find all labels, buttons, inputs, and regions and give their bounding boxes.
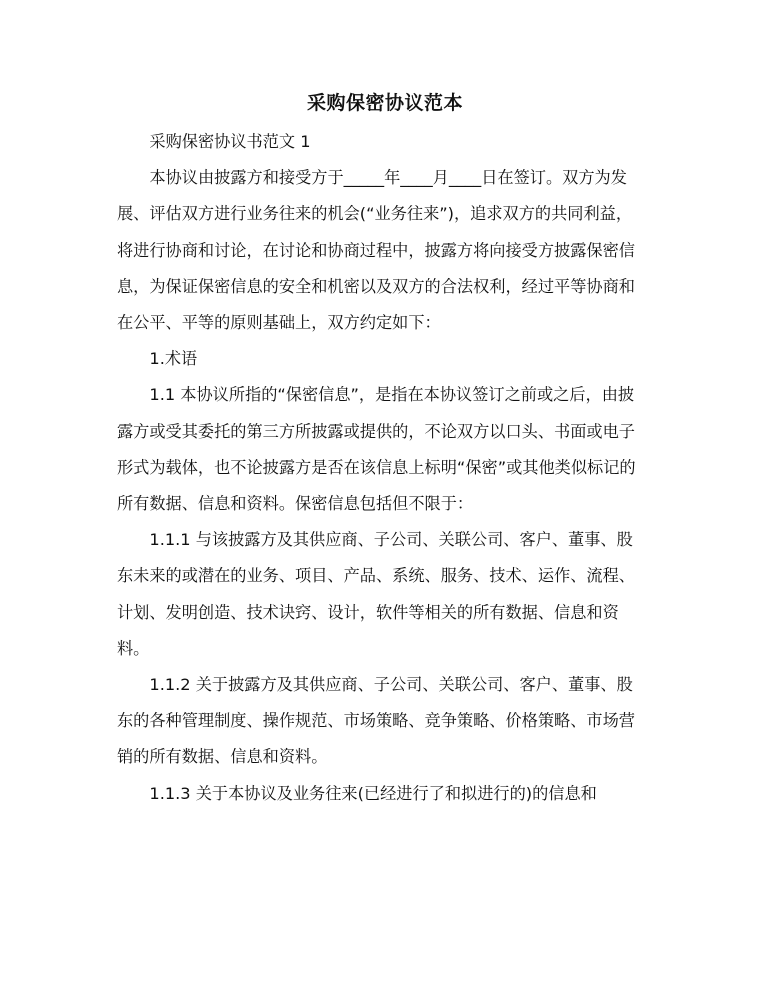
document-title: 采购保密协议范本 — [306, 92, 463, 114]
paragraph-1-1-2: 1.1.2 关于披露方及其供应商、子公司、关联公司、客户、董事、股东的各种管理制度、操作规范、市场策略、竞争策略、价格策略、市场营销的所有数据、信息和资料。 — [117, 675, 635, 767]
section-heading-terms: 1.术语 — [149, 349, 198, 369]
paragraph-1-1: 1.1 本协议所指的“保密信息”，是指在本协议签订之前或之后，由披露方或受其委托的第三方所披露或提供的，不论双方以口头、书面或电子形式为载体，也不论披露方是否在该信息上标明“保密”或其他类似标记的所有数据、信息和资料。保密信息包括但不限于： — [117, 385, 636, 514]
document-body — [117, 124, 647, 812]
paragraph-preamble: 本协议由披露方和接受方于_____年____月____日在签订。双方为发展、评估双方进行业务往来的机会(“业务往来”)，追求双方的共同利益，将进行协商和讨论，在讨论和协商过程中，披露方将向接受方披露保密信息，为保证保密信息的安全和机密以及双方的合法权利，经过平等协商和在公平、平等的原则基础上，双方约定如下： — [117, 168, 635, 333]
paragraph-1-1-1: 1.1.1 与该披露方及其供应商、子公司、关联公司、客户、董事、股东未来的或潜在的业务、项目、产品、系统、服务、技术、运作、流程、计划、发明创造、技术诀窍、设计，软件等相关的所有数据、信息和资料。 — [117, 530, 635, 658]
paragraph-1-1-3: 1.1.3 关于本协议及业务往来(已经进行了和拟进行的)的信息和 — [149, 783, 597, 803]
paragraph-subtitle: 采购保密协议书范文 1 — [149, 132, 311, 151]
